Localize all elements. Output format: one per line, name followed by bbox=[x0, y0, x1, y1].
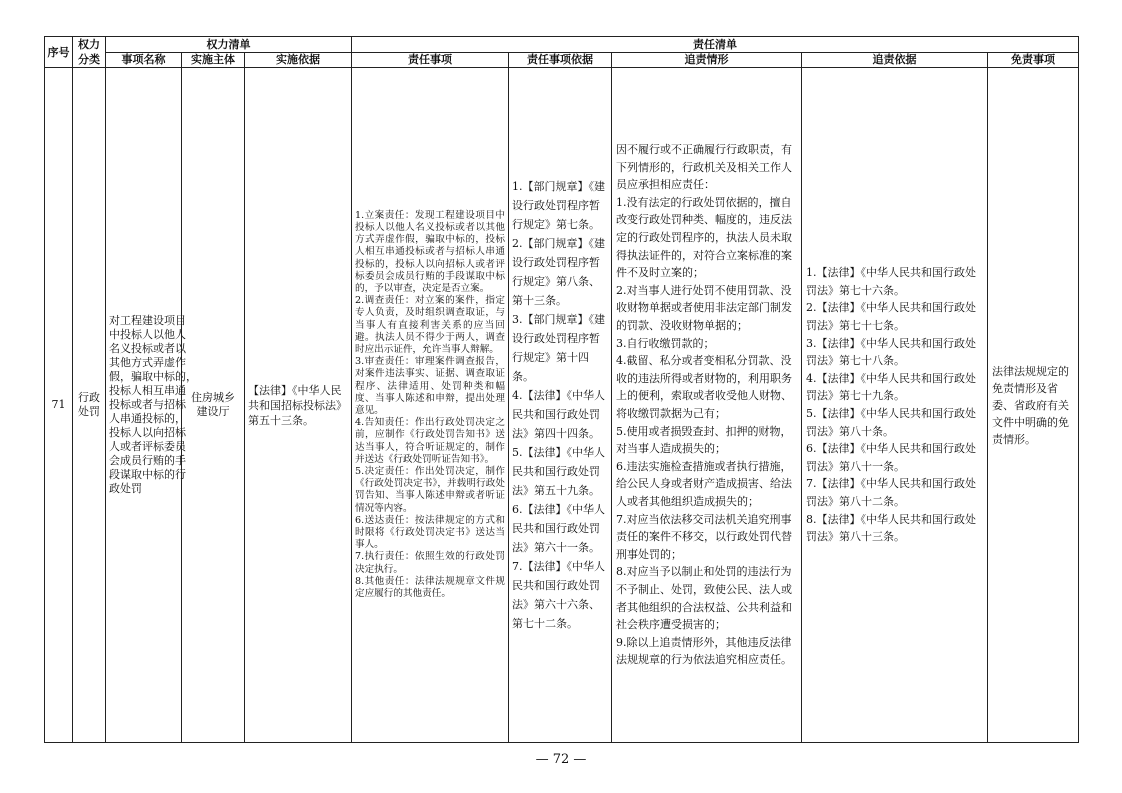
header-basis: 实施依据 bbox=[245, 53, 352, 68]
item-name-line: 政处罚 bbox=[109, 482, 142, 495]
item-name-line: 投标人相互串通 bbox=[109, 384, 186, 397]
item-name-line: 其他方式弄虚作 bbox=[109, 356, 186, 369]
header-accountability: 追责情形 bbox=[612, 53, 802, 68]
subject-line: 住房城乡 bbox=[191, 391, 235, 404]
accountability-item: 5.使用或者损毁查封、扣押的财物，对当事人造成损失的； bbox=[616, 424, 792, 456]
header-item-name: 事项名称 bbox=[106, 53, 182, 68]
duty-item: 2.调查责任：对立案的案件，指定专人负责，及时组织调查取证，与当事人有直接利害关系的应当回避。执法人员不得少于两人，调查时应出示证件，允许当事人辩解。 bbox=[355, 295, 505, 355]
acc-basis-item: 5.【法律】《中华人民共和国行政处罚法》第八十条。 bbox=[806, 407, 976, 438]
accountability-item: 4.截留、私分或者变相私分罚款、没收的违法所得或者财物的，利用职务上的便利，索取或者收受他人财物、将收缴罚款据为己有； bbox=[616, 354, 792, 420]
row-exemption bbox=[988, 68, 1079, 743]
duty-item: 1.立案责任：发现工程建设项目中投标人以他人名义投标或者以其他方式弄虚作假，骗取中标的，投标人相互串通投标或者与招标人串通投标的，投标人以向招标人或者评标委员会成员行贿的手段谋取中标的，予以审查，决定是否立案。 bbox=[355, 209, 505, 294]
header-duty-basis: 责任事项依据 bbox=[509, 53, 612, 68]
row-accountability bbox=[612, 68, 802, 743]
header-acc-basis: 追责依据 bbox=[802, 53, 988, 68]
exemption-text: 法律法规规定的免责情形及省委、省政府有关文件中明确的免责情形。 bbox=[992, 364, 1069, 446]
header-power-type: 权力分类 bbox=[73, 37, 106, 68]
duty-basis-item: 7.【法律】《中华人民共和国行政处罚法》第六十六条、第七十二条。 bbox=[512, 560, 605, 630]
item-name-line: 段谋取中标的行 bbox=[109, 468, 186, 481]
item-name-line: 人或者评标委员 bbox=[109, 440, 186, 453]
row-seq: 71 bbox=[45, 68, 73, 743]
header-subject: 实施主体 bbox=[182, 53, 245, 68]
row-power-type bbox=[73, 68, 106, 743]
row-duties bbox=[352, 68, 509, 743]
power-type-line: 处罚 bbox=[78, 405, 100, 418]
duty-item: 8.其他责任：法律法规规章文件规定应履行的其他责任。 bbox=[355, 575, 505, 600]
item-name-line: 假，骗取中标的， bbox=[109, 370, 197, 383]
accountability-item: 因不履行或不正确履行行政职责，有下列情形的，行政机关及相关工作人员应承担相应责任： bbox=[616, 143, 792, 192]
basis-text: 【法律】《中华人民共和国招标投标法》第五十三条。 bbox=[248, 383, 347, 427]
item-name-line: 名义投标或者以 bbox=[109, 342, 186, 355]
row-acc-basis bbox=[802, 68, 988, 743]
duty-basis-item: 4.【法律】《中华人民共和国行政处罚法》第四十四条。 bbox=[512, 389, 605, 440]
duty-item: 6.送达责任：按法律规定的方式和时限将《行政处罚决定书》送达当事人。 bbox=[355, 514, 505, 551]
duty-item: 7.执行责任：依照生效的行政处罚决定执行。 bbox=[355, 551, 505, 575]
acc-basis-item: 8.【法律】《中华人民共和国行政处罚法》第八十三条。 bbox=[806, 512, 976, 544]
accountability-item: 7.对应当依法移交司法机关追究刑事责任的案件不移交，以行政处罚代替刑事处罚的； bbox=[616, 512, 792, 561]
accountability-item: 8.对应当予以制止和处罚的违法行为不予制止、处罚，致使公民、法人或者其他组织的合法权益、公共利益和社会秩序遭受损害的； bbox=[616, 565, 792, 632]
acc-basis-item: 2.【法律】《中华人民共和国行政处罚法》第七十七条。 bbox=[806, 301, 976, 333]
duty-basis-item: 2.【部门规章】《建设行政处罚程序暂行规定》第八条、第十三条。 bbox=[512, 237, 605, 307]
acc-basis-item: 7.【法律】《中华人民共和国行政处罚法》第八十二条。 bbox=[806, 477, 976, 508]
accountability-item: 2.对当事人进行处罚不使用罚款、没收财物单据或者使用非法定部门制发的罚款、没收财物单据的； bbox=[616, 283, 792, 333]
accountability-item: 1.没有法定的行政处罚依据的，擅自改变行政处罚种类、幅度的，违反法定的行政处罚程序的，执法人员未取得执法证件的，对符合立案标准的案件不及时立案的； bbox=[616, 195, 792, 280]
accountability-item: 3.自行收缴罚款的； bbox=[616, 336, 715, 350]
item-name-line: 投标人以向招标 bbox=[109, 426, 186, 439]
row-item-name bbox=[106, 68, 197, 743]
item-name-line: 中投标人以他人 bbox=[109, 328, 186, 341]
duty-item: 3.审查责任：审理案件调查报告，对案件违法事实、证据、调查取证程序、法律适用、处罚种类和幅度、当事人陈述和申辩，提出处理意见。 bbox=[355, 356, 505, 416]
acc-basis-item: 6.【法律】《中华人民共和国行政处罚法》第八十一条。 bbox=[806, 442, 976, 473]
item-name-line: 对工程建设项目 bbox=[109, 314, 186, 327]
subject-line: 建设厅 bbox=[196, 405, 230, 418]
duty-item: 4.告知责任：作出行政处罚决定之前，应制作《行政处罚告知书》送达当事人，符合听证规定的，制作并送达《行政处罚听证告知书》。 bbox=[355, 417, 505, 465]
row-basis bbox=[245, 68, 352, 743]
acc-basis-item: 4.【法律】《中华人民共和国行政处罚法》第七十九条。 bbox=[806, 371, 976, 403]
accountability-item: 9.除以上追责情形外，其他违反法律法规规章的行为依法追究相应责任。 bbox=[616, 635, 792, 667]
row-duty-basis bbox=[509, 68, 612, 743]
duty-basis-item: 1.【部门规章】《建设行政处罚程序暂行规定》第七条。 bbox=[512, 180, 605, 231]
item-name-line: 人串通投标的， bbox=[109, 412, 186, 425]
header-exemption: 免责事项 bbox=[988, 53, 1079, 68]
duty-basis-item: 3.【部门规章】《建设行政处罚程序暂行规定》第十四条。 bbox=[512, 313, 605, 383]
acc-basis-item: 1.【法律】《中华人民共和国行政处罚法》第七十六条。 bbox=[806, 266, 976, 297]
accountability-item: 6.违法实施检查措施或者执行措施，给公民人身或者财产造成损害、给法人或者其他组织造成损失的； bbox=[616, 459, 792, 508]
page-number: — 72 — bbox=[535, 752, 587, 767]
acc-basis-item: 3.【法律】《中华人民共和国行政处罚法》第七十八条。 bbox=[806, 336, 976, 368]
header-resp-list: 责任清单 bbox=[352, 37, 1079, 53]
duty-basis-item: 5.【法律】《中华人民共和国行政处罚法》第五十九条。 bbox=[512, 446, 605, 497]
header-seq: 序号 bbox=[45, 37, 73, 68]
power-responsibility-table bbox=[44, 36, 1079, 743]
power-type-line: 行政 bbox=[78, 391, 100, 404]
row-subject bbox=[182, 68, 245, 743]
header-power-list: 权力清单 bbox=[106, 37, 352, 53]
duty-item: 5.决定责任：作出处罚决定，制作《行政处罚决定书》，并载明行政处罚告知、当事人陈述申辩或者听证情况等内容。 bbox=[355, 466, 505, 514]
header-duty: 责任事项 bbox=[352, 53, 509, 68]
item-name-line: 会成员行贿的手 bbox=[109, 454, 186, 467]
duty-basis-item: 6.【法律】《中华人民共和国行政处罚法》第六十一条。 bbox=[512, 503, 605, 554]
item-name-line: 投标或者与招标 bbox=[109, 398, 186, 411]
